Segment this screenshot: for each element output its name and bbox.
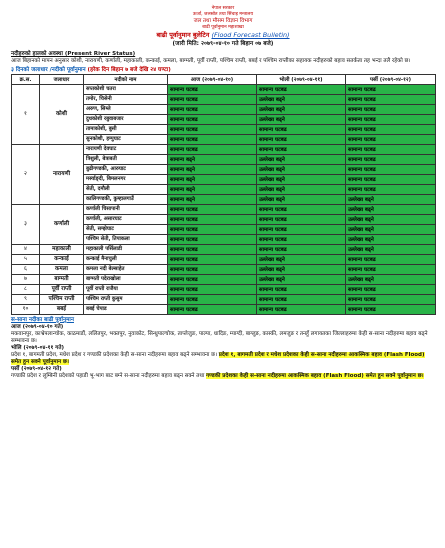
basin-name: नारायणी [40, 145, 84, 205]
forecast-today: सामान्य घटबढ [168, 85, 257, 95]
forecast-tomorrow: उल्लेख्य बढ्ने [257, 195, 346, 205]
basin-name: बबई [40, 305, 84, 315]
station-name: पूर्वी राप्ती राजैया [84, 285, 168, 295]
forecast-dayafter: सामान्य घटबढ [346, 175, 436, 185]
station-name: कमला नदी बेल्साहेत [84, 265, 168, 275]
forecast-tomorrow: उल्लेख्य बढ्ने [257, 105, 346, 115]
station-name: कालिगण्डकी, कुम्हालगाउँ [84, 195, 168, 205]
forecast-tomorrow: उल्लेख्य बढ्ने [257, 275, 346, 285]
forecast-tomorrow: उल्लेख्य बढ्ने [257, 95, 346, 105]
forecast-dayafter: सामान्य घटबढ [346, 125, 436, 135]
forecast-dayafter: उल्लेख्य बढ्ने [346, 235, 436, 245]
today-text: मकवानपुर, काभ्रेपलान्चोक, काठमाडौं, ललितपुर, भक्तपुर, नुवाकोट, सिन्धुपाल्चोक, ताप्लेजुङ, पाल्पा, धादिङ, म्याग्दी, बाग्लुङ, कास्की, लमजुङ र तनहुँ लगायतका जिल्लाहरुमा केही स-साना नदीहरुमा बहाव बढ्ने सम्भावना छ। [11, 330, 428, 344]
station-name: बबई चेपाड [84, 305, 168, 315]
forecast-tomorrow: सामान्य घटबढ [257, 135, 346, 145]
dayafter-text [11, 373, 435, 380]
forecast-tomorrow: उल्लेख्य बढ्ने [257, 115, 346, 125]
forecast-tomorrow: सामान्य घटबढ [257, 235, 346, 245]
forecast-today: सामान्य घटबढ [168, 295, 257, 305]
forecast-today: सामान्य बढ्ने [168, 175, 257, 185]
forecast-tomorrow: सामान्य घटबढ [257, 215, 346, 225]
tomorrow-date: भोलि (२०७९-०४-११ गते) [11, 344, 64, 351]
header-dayafter: पर्सी (२०७९-०४-१२) [346, 75, 436, 85]
basin-serial: ६ [12, 265, 40, 275]
forecast-today: सामान्य घटबढ [168, 225, 257, 235]
present-status-heading: नदीहरुको हालको अवस्था (Present River Status) [11, 50, 136, 57]
tomorrow-text [11, 352, 435, 366]
forecast-tomorrow: उल्लेख्य बढ्ने [257, 265, 346, 275]
table-title-prefix: ३ दिनको जलाधार /नदीको पूर्वानुमान [11, 66, 86, 73]
table-row [12, 205, 436, 215]
forecast-today: सामान्य घटबढ [168, 135, 257, 145]
forecast-dayafter: सामान्य घटबढ [346, 285, 436, 295]
table-header-row [12, 75, 436, 85]
ministry-line: ऊर्जा, जलस्रोत तथा सिंचाइ मन्त्रालय [192, 12, 254, 18]
forecast-tomorrow: उल्लेख्य बढ्ने [257, 175, 346, 185]
header-tomorrow: भोली (२०७९-०४-११) [257, 75, 346, 85]
table-row [12, 145, 436, 155]
forecast-today: सामान्य बढ्ने [168, 185, 257, 195]
station-name: सुनकोशी, हम्पुघाट [84, 135, 168, 145]
dayafter-date: पर्सी (२०७९-०४-१२ गते) [11, 366, 62, 373]
table-title [11, 67, 435, 73]
forecast-tomorrow: सामान्य घटबढ [257, 85, 346, 95]
station-name: कर्णाली, असारघाट [84, 215, 168, 225]
forecast-today: सामान्य घटबढ [168, 215, 257, 225]
forecast-dayafter: सामान्य घटबढ [346, 145, 436, 155]
forecast-tomorrow: सामान्य घटबढ [257, 125, 346, 135]
forecast-tomorrow: उल्लेख्य बढ्ने [257, 155, 346, 165]
department-line: जल तथा मौसम विज्ञान विभाग [193, 18, 253, 25]
forecast-tomorrow: सामान्य घटबढ [257, 245, 346, 255]
station-name: बाग्मती पदेराखोला [84, 275, 168, 285]
forecast-dayafter: सामान्य घटबढ [346, 85, 436, 95]
small-river-heading: स-साना नदीका बाढी पूर्वानुमान [11, 317, 74, 324]
forecast-dayafter: सामान्य घटबढ [346, 265, 436, 275]
division-line: बाढी पूर्वानुमान महाशाखा [202, 24, 244, 30]
dayafter-flash-flood: गण्डकी प्रदेशका केही स-साना नदीहरुमा आकस्मिक बहाव (Flash Flood) समेत हुन सक्ने पूर्वानुमान छ। [206, 373, 424, 380]
table-row [12, 305, 436, 315]
station-name: बुढीगण्डकी, आरुघाट [84, 165, 168, 175]
basin-name: महाकाली [40, 245, 84, 255]
forecast-dayafter: सामान्य घटबढ [346, 305, 436, 315]
forecast-today: सामान्य घटबढ [168, 205, 257, 215]
forecast-today: सामान्य बढ्ने [168, 195, 257, 205]
basin-serial: ७ [12, 275, 40, 285]
forecast-today: सामान्य घटबढ [168, 255, 257, 265]
forecast-dayafter: सामान्य घटबढ [346, 155, 436, 165]
table-title-highlight: (हरेक दिन बिहान ७ बजे देखि २४ घण्टा) [87, 66, 171, 73]
forecast-today: सामान्य बढ्ने [168, 165, 257, 175]
basin-name: कन्काई [40, 255, 84, 265]
station-name: नारायणी देवघाट [84, 145, 168, 155]
gov-line: नेपाल सरकार [211, 6, 235, 11]
forecast-today: सामान्य घटबढ [168, 275, 257, 285]
dayafter-text-a: गण्डकी प्रदेश र लुम्बिनी प्रदेशको पहाडी भू-भाग बाट बग्ने स-साना नदीहरुमा बहाव बढ्न सक्ने तथा [11, 373, 205, 380]
station-name: तमोर, चिसेनी [84, 95, 168, 105]
forecast-tomorrow: उल्लेख्य बढ्ने [257, 185, 346, 195]
forecast-today: सामान्य घटबढ [168, 105, 257, 115]
basin-serial: ९ [12, 295, 40, 305]
basin-name: कर्णाली [40, 205, 84, 245]
station-name: महाकाली पर्सिलाडी [84, 245, 168, 255]
table-row [12, 255, 436, 265]
basin-name: पश्चिम राप्ती [40, 295, 84, 305]
table-row [12, 285, 436, 295]
station-name: तामाकोशी, बुसी [84, 125, 168, 135]
forecast-tomorrow: सामान्य घटबढ [257, 145, 346, 155]
station-name: सेती, सम्झेघाट [84, 225, 168, 235]
header-sn: क्र.स. [12, 75, 40, 85]
forecast-body [12, 85, 436, 315]
station-name: कर्णाली चिसापानी [84, 205, 168, 215]
basin-serial: १० [12, 305, 40, 315]
station-name: पश्चिम राप्ती कुसुम [84, 295, 168, 305]
basin-serial: ४ [12, 245, 40, 255]
forecast-dayafter: उल्लेख्य बढ्ने [346, 225, 436, 235]
forecast-dayafter: सामान्य घटबढ [346, 115, 436, 125]
forecast-today: सामान्य घटबढ [168, 285, 257, 295]
basin-serial: ८ [12, 285, 40, 295]
forecast-tomorrow: सामान्य घटबढ [257, 285, 346, 295]
table-row [12, 295, 436, 305]
forecast-dayafter: उल्लेख्य बढ्ने [346, 245, 436, 255]
table-row [12, 245, 436, 255]
title-np: बाढी पूर्वानुमान बुलेटिन [156, 30, 210, 39]
forecast-tomorrow: उल्लेख्य बढ्ने [257, 255, 346, 265]
station-name: त्रिशुली, बेत्राबती [84, 155, 168, 165]
forecast-tomorrow: सामान्य घटबढ [257, 225, 346, 235]
basin-serial: ५ [12, 255, 40, 265]
present-status-text: आज बिहानको मापन अनुसार कोशी, नारायणी, कर्णाली, महाकाली, कन्काई, कमला, बाग्मती, पूर्वी राप्ती, पश्चिम राप्ती, बबई र पश्चिम राप्तीका सहायक नदीहरुको बहाव सतर्कता तह भन्दा तलै रहेको छ। [11, 58, 411, 65]
forecast-dayafter: सामान्य घटबढ [346, 255, 436, 265]
station-name: सप्तकोशी चतरा [84, 85, 168, 95]
station-name: पश्चिम सेती, तिपाकला [84, 235, 168, 245]
forecast-dayafter: सामान्य घटबढ [346, 185, 436, 195]
forecast-dayafter: उल्लेख्य बढ्ने [346, 215, 436, 225]
forecast-dayafter: सामान्य घटबढ [346, 95, 436, 105]
forecast-today: सामान्य घटबढ [168, 245, 257, 255]
station-name: दुधकोशी रबुवाबजार [84, 115, 168, 125]
forecast-tomorrow: सामान्य घटबढ [257, 205, 346, 215]
basin-serial: ३ [12, 205, 40, 245]
tomorrow-text-a: प्रदेश १, बागमती प्रदेश, मधेश प्रदेश र गण्डकी प्रदेशका केही स-साना नदीहरुमा बहाव बढ्ने सम्भावना छ। [11, 351, 218, 358]
station-name: कन्काई मैनाचुली [84, 255, 168, 265]
basin-serial: २ [12, 145, 40, 205]
today-date: आज (२०७९-०४-१० गते) [11, 323, 64, 330]
basin-name: बाग्मती [40, 275, 84, 285]
forecast-today: सामान्य घटबढ [168, 145, 257, 155]
station-name: सेती, दमौली [84, 185, 168, 195]
forecast-today: सामान्य घटबढ [168, 115, 257, 125]
forecast-dayafter: सामान्य घटबढ [346, 295, 436, 305]
basin-name: कोशी [40, 85, 84, 145]
forecast-tomorrow: सामान्य घटबढ [257, 305, 346, 315]
forecast-table [11, 74, 436, 315]
forecast-today: सामान्य घटबढ [168, 95, 257, 105]
table-row [12, 265, 436, 275]
table-row [12, 85, 436, 95]
letterhead [11, 6, 435, 31]
forecast-dayafter: उल्लेख्य बढ्ने [346, 275, 436, 285]
tomorrow-flash-flood: प्रदेश १, बागमती प्रदेश र मधेश प्रदेशका केही स-साना नदीहरुमा आकस्मिक बहाव (Flash Flood) समेत हुन सक्ने पूर्वानुमान छ। [11, 351, 425, 366]
forecast-dayafter: सामान्य घटबढ [346, 135, 436, 145]
table-row [12, 275, 436, 285]
forecast-today: सामान्य घटबढ [168, 305, 257, 315]
basin-name: पूर्वी राप्ती [40, 285, 84, 295]
forecast-today: सामान्य घटबढ [168, 125, 257, 135]
forecast-tomorrow: सामान्य घटबढ [257, 295, 346, 305]
basin-name: कमला [40, 265, 84, 275]
header-today: आज (२०७९-०४-१०) [168, 75, 257, 85]
issue-date: (जारी मिति: २०७९-०४-१० गते बिहान ०७ बजे) [172, 41, 274, 48]
forecast-dayafter: सामान्य घटबढ [346, 165, 436, 175]
forecast-dayafter: उल्लेख्य बढ्ने [346, 195, 436, 205]
station-name: अरुण, सिम्ले [84, 105, 168, 115]
header-river: नदीको नाम [84, 75, 168, 85]
forecast-dayafter: सामान्य घटबढ [346, 105, 436, 115]
forecast-today: सामान्य घटबढ [168, 235, 257, 245]
forecast-today: सामान्य घटबढ [168, 265, 257, 275]
bulletin-title [11, 32, 435, 39]
station-name: मर्स्याङ्दी, बिमलनगर [84, 175, 168, 185]
forecast-today: सामान्य बढ्ने [168, 155, 257, 165]
forecast-dayafter: उल्लेख्य बढ्ने [346, 205, 436, 215]
forecast-tomorrow: उल्लेख्य बढ्ने [257, 165, 346, 175]
basin-serial: १ [12, 85, 40, 145]
title-en: (Flood Forecast Bulletin) [211, 30, 290, 39]
header-basin: जलाधार [40, 75, 84, 85]
